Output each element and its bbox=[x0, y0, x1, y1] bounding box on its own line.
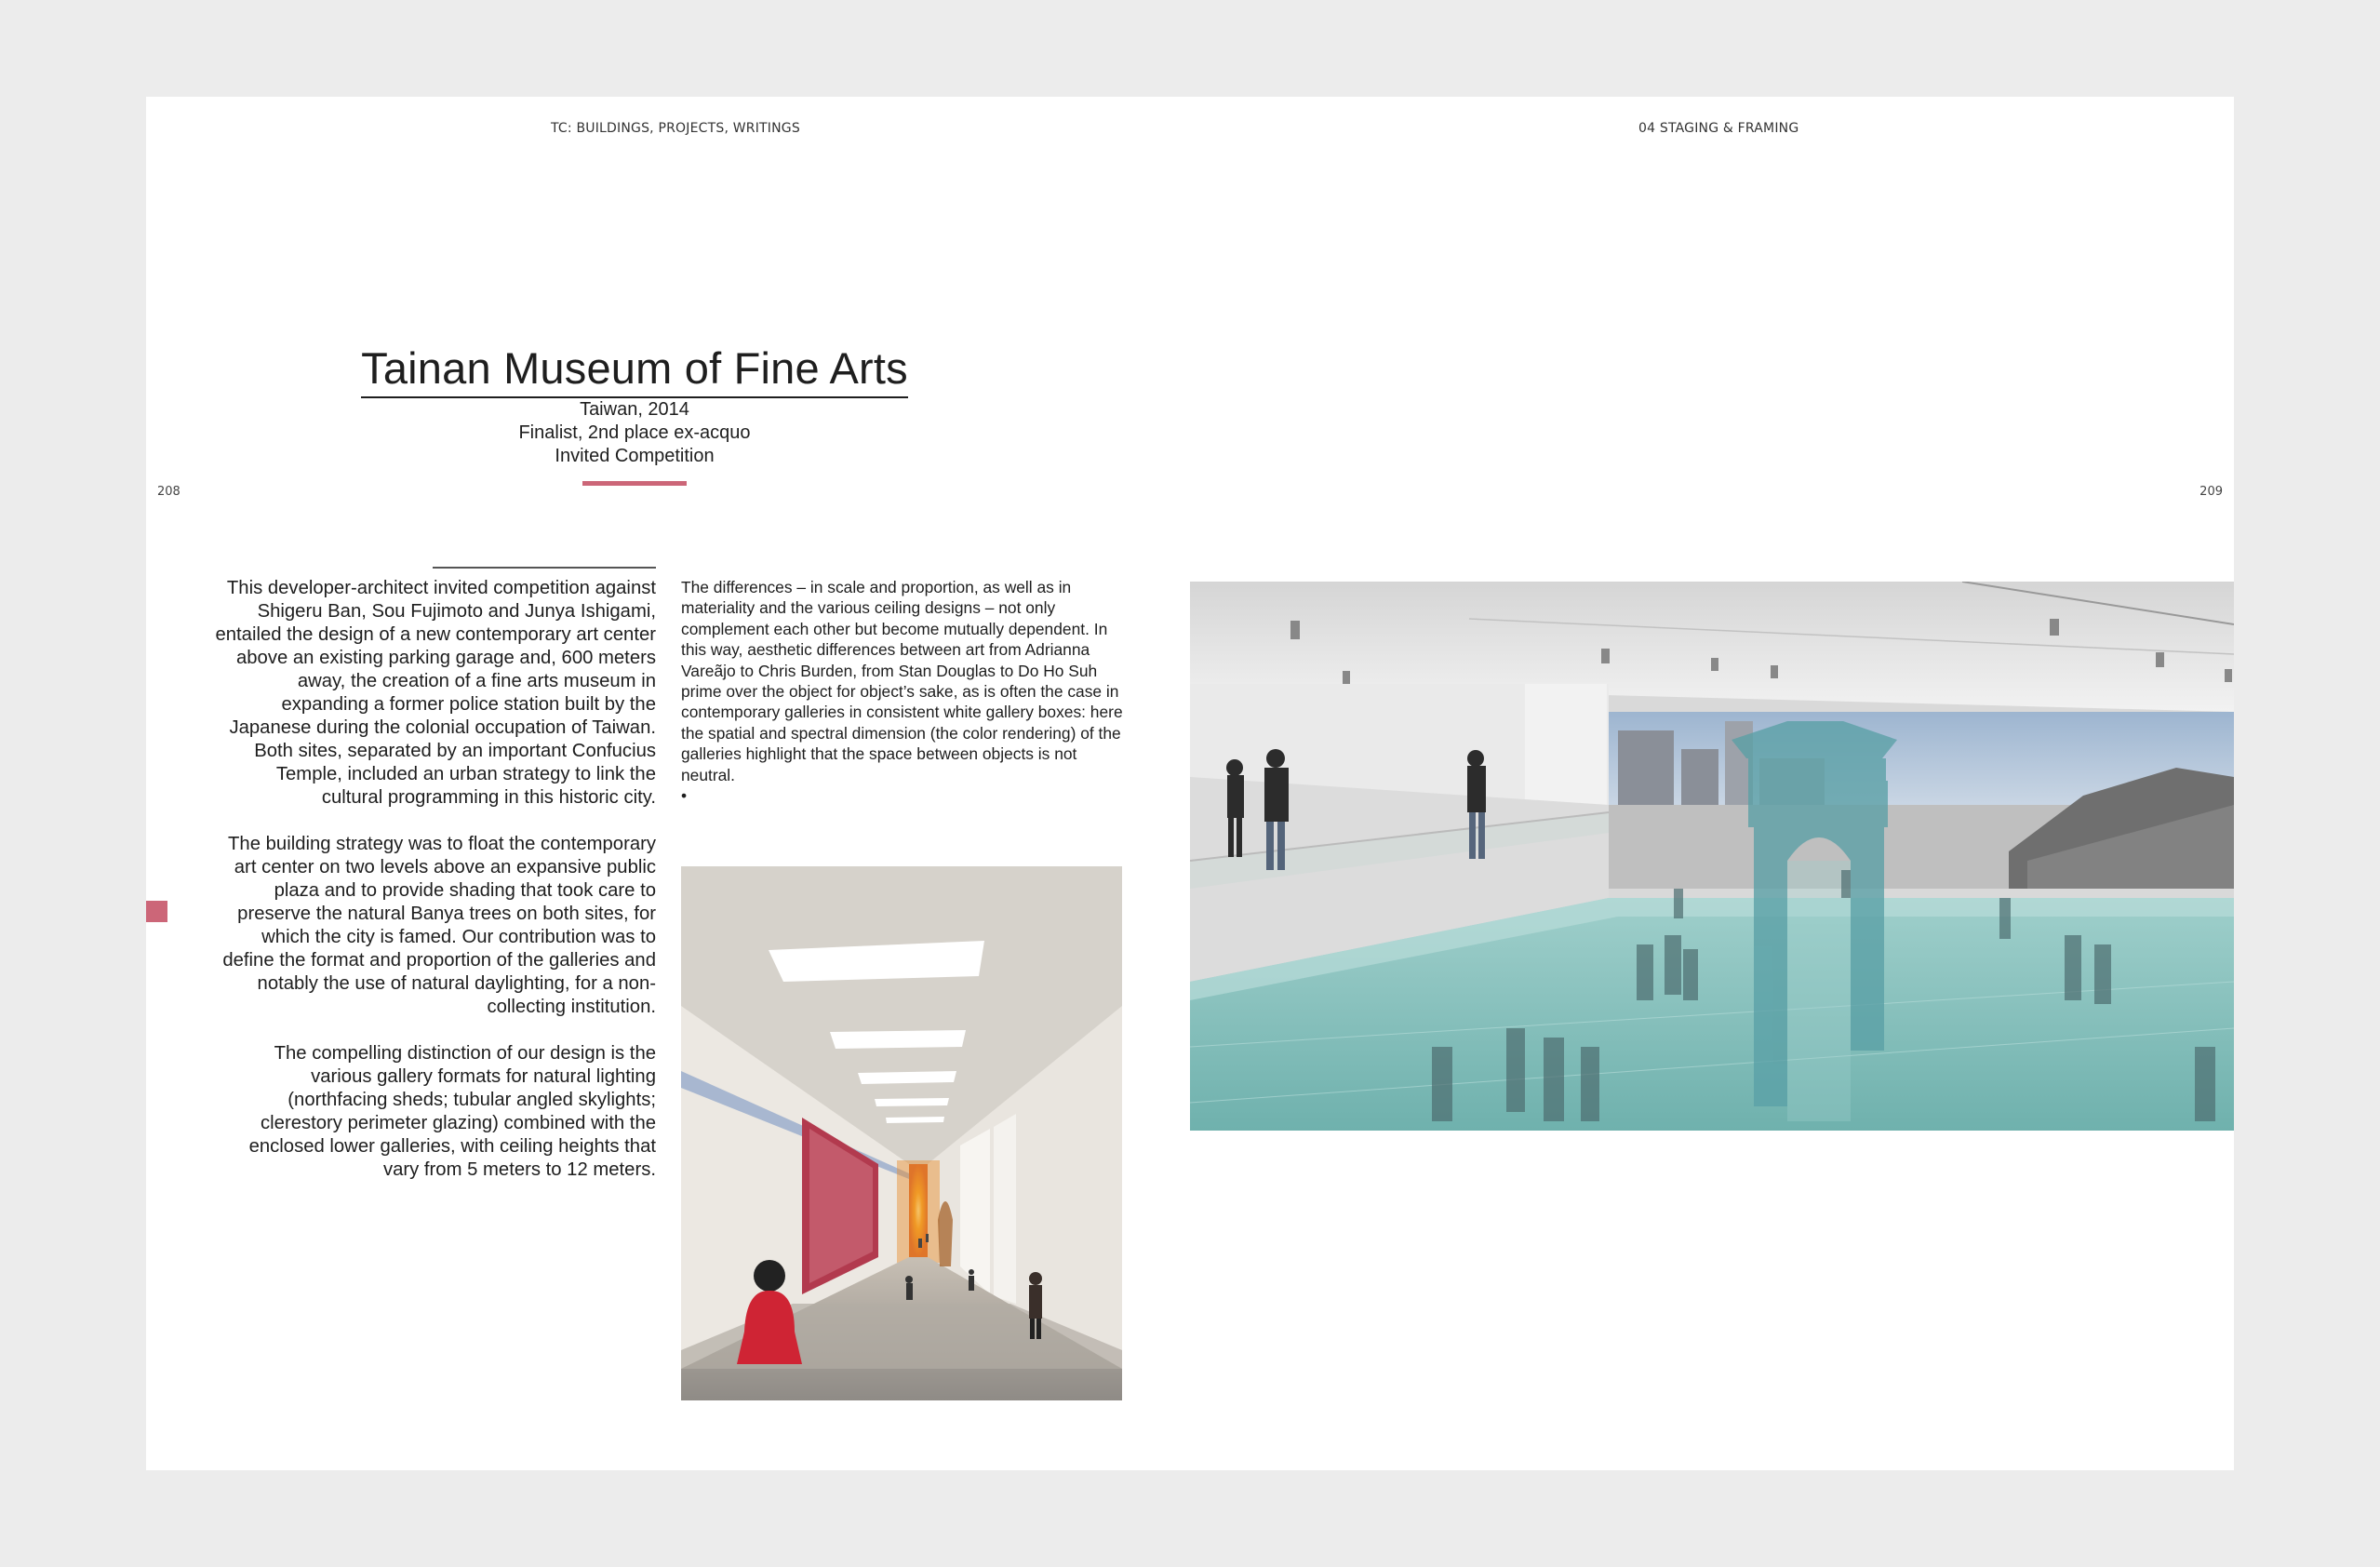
running-head-left: TC: BUILDINGS, PROJECTS, WRITINGS bbox=[551, 121, 800, 136]
award-line: Finalist, 2nd place ex-acquo bbox=[518, 422, 751, 443]
gallery-corridor-image bbox=[681, 866, 1122, 1400]
body-paragraph: This developer-architect invited competition against Shigeru Ban, Sou Fujimoto and Junya Ishigami, entailed the design of a new contemporary art center above an existing parking garage and, 600 meters away, the creation of a fine arts museum in expanding a former police station built by the Japanese during the colonial occupation of Taiwan. Both sites, separated by an important Confucius Temple, included an urban strategy to link the cultural programming in this historic city. bbox=[215, 578, 656, 808]
column-rule bbox=[433, 567, 656, 569]
accent-bar bbox=[582, 481, 687, 486]
folio-right: 209 bbox=[2199, 485, 2223, 499]
body-column-middle bbox=[681, 577, 1128, 806]
folio-left: 208 bbox=[157, 485, 181, 499]
location-year: Taiwan, 2014 bbox=[580, 399, 689, 420]
body-column-left bbox=[211, 577, 656, 1205]
book-spread bbox=[146, 97, 2234, 1470]
end-mark: • bbox=[681, 786, 688, 806]
running-head-right: 04 STAGING & FRAMING bbox=[1638, 121, 1799, 136]
body-paragraph: The differences – in scale and proportion, as well as in materiality and the various ceiling designs – not only complement each other but become mutually dependent. In this way, aesthetic differences between art from Adrianna Vareãjo to Chris Burden, from Stan Douglas to Do Ho Suh prime over the object for object’s sake, as is often the case in contemporary galleries in consistent white gallery boxes: here the spatial and spectral dimension (the color rendering) of the galleries highlight that the space between objects is not neutral. bbox=[681, 578, 1123, 784]
glass-floor-gallery-image bbox=[1190, 582, 2234, 1131]
section-tab-left bbox=[146, 901, 167, 922]
project-title: Tainan Museum of Fine Arts bbox=[361, 342, 908, 398]
title-block bbox=[309, 342, 960, 486]
competition-line: Invited Competition bbox=[555, 446, 715, 466]
body-paragraph: The building strategy was to float the contemporary art center on two levels above an expansive public plaza and to provide shading that took care to preserve the natural Banya trees on both sites, for which the city is famed. Our contribution was to define the format and proportion of the galleries and notably the use of natural daylighting, for a non-collecting institution. bbox=[222, 834, 656, 1017]
body-paragraph: The compelling distinction of our design is the various gallery formats for natural lighting (northfacing sheds; tubular angled skylights; clerestory perimeter glazing) combined with the enclosed lower galleries, with ceiling heights that vary from 5 meters to 12 meters. bbox=[248, 1043, 656, 1180]
